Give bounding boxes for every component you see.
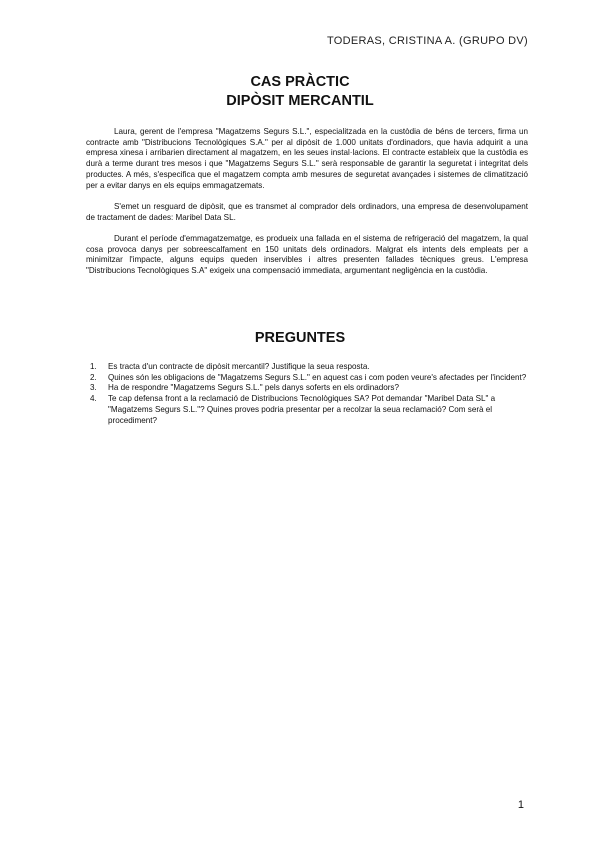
title-line-1: CAS PRÀCTIC bbox=[250, 74, 350, 90]
question-item bbox=[86, 394, 528, 426]
paragraph-1: Laura, gerent de l'empresa "Magatzems Segurs S.L.", especialitzada en la custòdia de béns de tercers, firma un contracte amb "Distribucions Tecnològiques S.A." per al dipòsit de 1.000 unitats d'ordinadors, que havia adquirit a una empresa xinesa i arribarien directament al magatzem, en les seues instal·lacions. El contracte estableix que la custòdia es durà a terme durant tres mesos i que "Magatzems Segurs S.L." serà responsable de garantir la seguretat i integritat dels productes. A més, s'especifica que el magatzem compta amb mesures de seguretat avançades i sistemes de climatització per a evitar danys en els equips emmagatzemats. bbox=[86, 127, 528, 190]
questions-list bbox=[86, 362, 528, 426]
question-text: Te cap defensa front a la reclamació de Distribucions Tecnològiques SA? Pot demandar "Maribel Data SL" a "Magatzems Segurs S.L."? Quines proves podria presentar per a recolzar la seua reclamació? Com serà el procediment? bbox=[108, 394, 496, 425]
question-number: 1. bbox=[90, 362, 97, 371]
section-title-questions: PREGUNTES bbox=[254, 330, 346, 346]
page-number: 1 bbox=[517, 799, 524, 811]
paragraph-3: Durant el període d'emmagatzematge, es produeix una fallada en el sistema de refrigeració del magatzem, la qual cosa provoca danys per sobreescalfament en 150 unitats dels ordinadors. Malgrat els intents dels empleats per a minimitzar l'impacte, alguns equips queden inservibles i altres presenten fallades tècniques greus. L'empresa "Distribucions Tecnològiques S.A" exigeix una compensació immediata, argumentant negligència en la custòdia. bbox=[86, 234, 528, 276]
question-item bbox=[86, 383, 528, 394]
question-text: Quines són les obligacions de "Magatzems Segurs S.L." en aquest cas i com poden veure's afectades per l'incident? bbox=[108, 372, 527, 382]
title-line-2: DIPÒSIT MERCANTIL bbox=[226, 93, 374, 109]
question-number: 4. bbox=[90, 394, 97, 404]
question-number: 3. bbox=[90, 383, 97, 393]
paragraph-2: S'emet un resguard de dipòsit, que es transmet al comprador dels ordinadors, una empresa de desenvolupament de tractament de dades: Maribel Data SL. bbox=[86, 202, 528, 222]
question-item bbox=[86, 362, 528, 373]
question-item bbox=[86, 373, 528, 384]
document-title bbox=[0, 73, 600, 111]
question-text: Es tracta d'un contracte de dipòsit mercantil? Justifique la seua resposta. bbox=[108, 362, 370, 371]
question-text: Ha de respondre "Magatzems Segurs S.L." pels danys soferts en els ordinadors? bbox=[108, 383, 399, 393]
question-number: 2. bbox=[90, 372, 97, 382]
page-header-author: TODERAS, CRISTINA A. (GRUPO DV) bbox=[326, 35, 528, 47]
